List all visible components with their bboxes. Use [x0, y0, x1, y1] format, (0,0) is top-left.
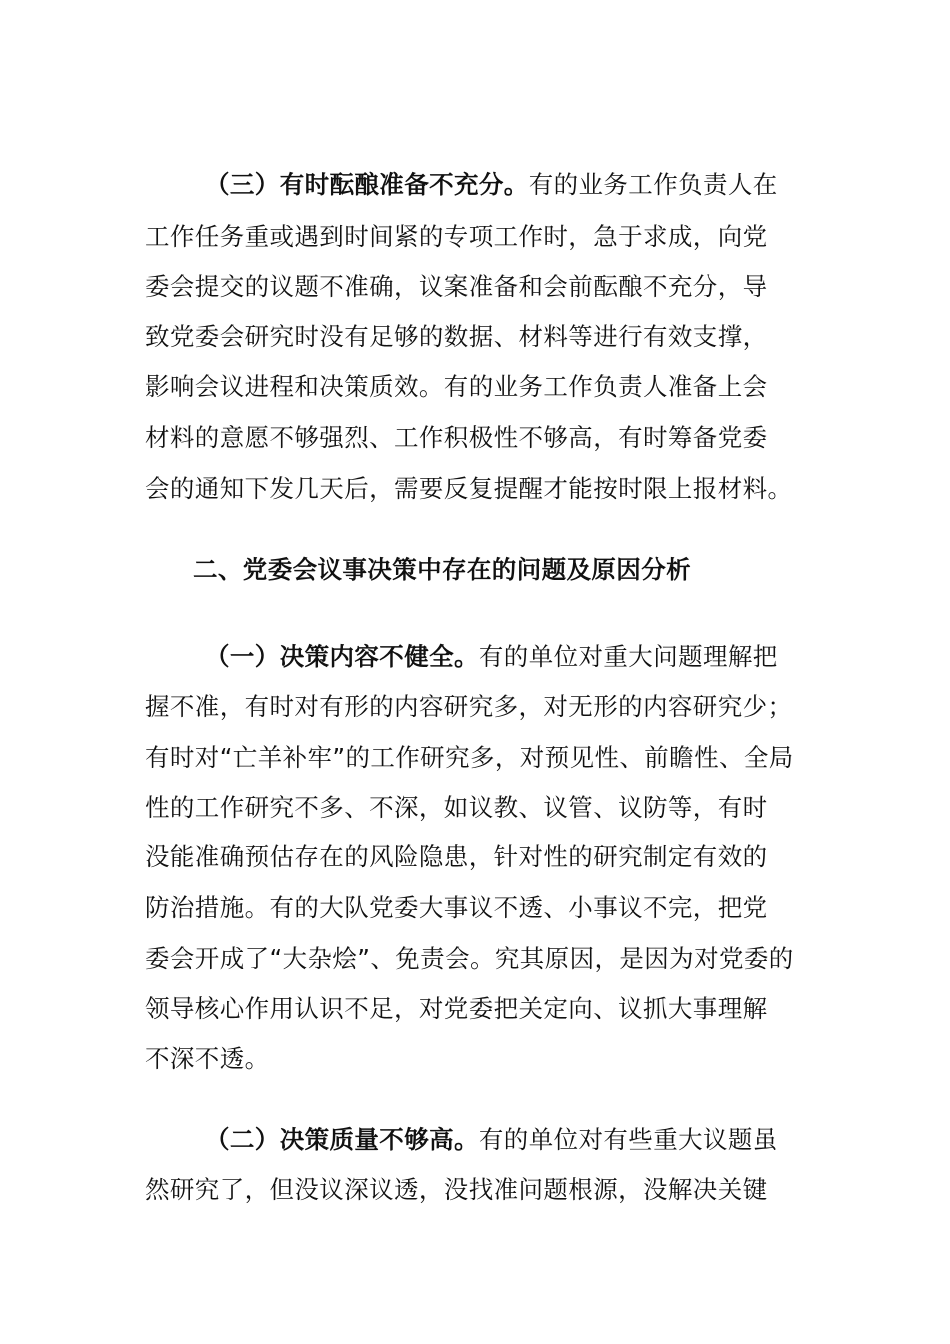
section-three-line-2: 委会提交的议题不准确，议案准备和会前酝酿不充分，导 — [145, 272, 768, 301]
section-one-line-8: 不深不透。 — [145, 1044, 270, 1073]
section-three-line-1: 工作任务重或遇到时间紧的专项工作时，急于求成，向党 — [145, 222, 768, 251]
section-three-line-5: 材料的意愿不够强烈、工作积极性不够高，有时筹备党委 — [145, 423, 768, 452]
section-one-line-1: 握不准，有时对有形的内容研究多，对无形的内容研究少； — [145, 692, 793, 721]
section-three-line-0: 有的业务工作负责人在 — [528, 170, 778, 199]
section-one-line-0: 有的单位对重大问题理解把 — [478, 642, 778, 671]
section-three-lead: （三）有时酝酿准备不充分。 — [205, 170, 529, 199]
section-heading: 二、党委会议事决策中存在的问题及原因分析 — [193, 555, 691, 584]
section-three-line-3: 致党委会研究时没有足够的数据、材料等进行有效支撑， — [145, 322, 768, 351]
section-one-line-5: 防治措施。有的大队党委大事议不透、小事议不完，把党 — [145, 893, 768, 922]
section-two-lead: （二）决策质量不够高。 — [205, 1125, 479, 1154]
section-one-line-4: 没能准确预估存在的风险隐患，针对性的研究制定有效的 — [145, 842, 768, 871]
section-one-first-line — [205, 640, 825, 674]
section-three-first-line — [205, 168, 825, 202]
section-one-line-7: 领导核心作用认识不足，对党委把关定向、议抓大事理解 — [145, 994, 768, 1023]
section-two-line-0: 有的单位对有些重大议题虽 — [478, 1125, 778, 1154]
section-three-line-4: 影响会议进程和决策质效。有的业务工作负责人准备上会 — [145, 372, 768, 401]
section-two-line-1: 然研究了，但没议深议透，没找准问题根源，没解决关键 — [145, 1175, 768, 1204]
section-one-line-3: 性的工作研究不多、不深，如议教、议管、议防等，有时 — [145, 793, 768, 822]
section-two-first-line — [205, 1123, 825, 1157]
section-one-line-6: 委会开成了“大杂烩”、免责会。究其原因，是因为对党委的 — [145, 944, 794, 973]
section-one-line-2: 有时对“亡羊补牢”的工作研究多，对预见性、前瞻性、全局 — [145, 743, 794, 772]
section-one-lead: （一）决策内容不健全。 — [205, 642, 479, 671]
section-three-line-6: 会的通知下发几天后，需要反复提醒才能按时限上报材料。 — [145, 474, 793, 503]
